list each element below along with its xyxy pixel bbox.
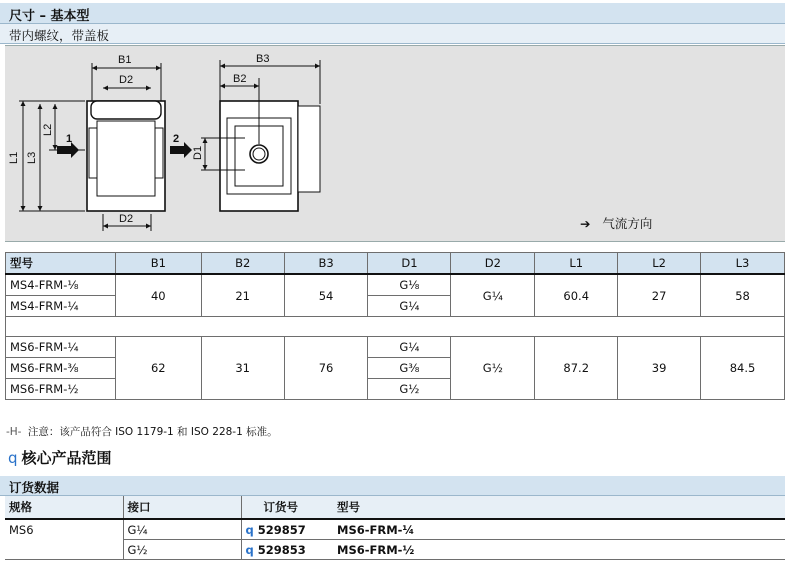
order-number-cell[interactable]: q 529853: [241, 540, 333, 560]
d1-cell: G⅜: [368, 358, 451, 379]
standards-note: [6, 424, 278, 439]
model-cell: MS6-FRM-½: [6, 379, 116, 400]
l2-cell: 27: [618, 274, 701, 317]
b1-cell: 62: [115, 337, 201, 400]
label-b2: B2: [233, 73, 247, 85]
label-l1: L1: [8, 151, 20, 164]
table-row: [6, 337, 785, 358]
core-range-icon: q: [245, 542, 254, 557]
model-name-cell: MS6-FRM-¼: [333, 519, 785, 540]
col-model: 型号: [6, 253, 116, 275]
l1-cell: 60.4: [535, 274, 618, 317]
d2-cell: G¼: [451, 274, 535, 317]
spec-cell: MS6: [5, 519, 123, 560]
col-spec: 规格: [5, 496, 123, 519]
model-cell: MS6-FRM-¼: [6, 337, 116, 358]
core-range-heading: [8, 447, 112, 468]
order-number-cell[interactable]: q 529857: [241, 519, 333, 540]
dimension-table: [5, 252, 785, 400]
col-b2: B2: [201, 253, 284, 275]
arrow-right-icon: ➔: [580, 216, 591, 231]
col-d1: D1: [368, 253, 451, 275]
order-table: [5, 496, 785, 560]
l2-cell: 39: [618, 337, 701, 400]
table-row: [5, 519, 785, 540]
label-l2: L2: [42, 123, 54, 136]
b2-cell: 31: [201, 337, 284, 400]
d2-cell: G½: [451, 337, 535, 400]
core-range-icon: q: [8, 449, 18, 467]
col-l3: L3: [701, 253, 785, 275]
core-range-title: 核心产品范围: [21, 449, 112, 467]
col-b1: B1: [115, 253, 201, 275]
col-l2: L2: [618, 253, 701, 275]
dimension-drawing: [5, 45, 785, 242]
model-cell: MS4-FRM-⅛: [6, 274, 116, 296]
col-port: 接口: [123, 496, 241, 519]
b3-cell: 76: [284, 337, 368, 400]
label-d2-bottom: D2: [119, 213, 134, 225]
table-row: [6, 274, 785, 296]
d1-cell: G⅛: [368, 274, 451, 296]
port-cell: G½: [123, 540, 241, 560]
technical-drawing: [5, 46, 785, 241]
d1-cell: G¼: [368, 337, 451, 358]
label-d2-top: D2: [119, 74, 134, 86]
b3-cell: 54: [284, 274, 368, 317]
l1-cell: 87.2: [535, 337, 618, 400]
model-cell: MS6-FRM-⅜: [6, 358, 116, 379]
label-l3: L3: [26, 151, 38, 164]
note-icon: -H-: [6, 426, 22, 438]
col-b3: B3: [284, 253, 368, 275]
section-title: 尺寸 – 基本型: [0, 3, 785, 24]
col-order-no: 订货号: [241, 496, 333, 519]
order-data-title: 订货数据: [0, 476, 785, 496]
b1-cell: 40: [115, 274, 201, 317]
model-name-cell: MS6-FRM-½: [333, 540, 785, 560]
section-subtitle: 带内螺纹，带盖板: [0, 24, 785, 44]
d1-cell: G¼: [368, 296, 451, 317]
l3-cell: 58: [701, 274, 785, 317]
label-d1: D1: [192, 145, 204, 160]
d1-cell: G½: [368, 379, 451, 400]
model-cell: MS4-FRM-¼: [6, 296, 116, 317]
airflow-legend: ➔ 气流方向: [580, 216, 653, 231]
note-text: 注意：该产品符合 ISO 1179-1 和 ISO 228-1 标准。: [27, 426, 278, 438]
label-arrow-2: 2: [173, 133, 180, 145]
label-b3: B3: [256, 53, 270, 65]
order-header-row: [5, 496, 785, 519]
col-model-name: 型号: [333, 496, 785, 519]
col-d2: D2: [451, 253, 535, 275]
core-range-icon: q: [245, 522, 254, 537]
label-arrow-1: 1: [66, 133, 73, 145]
port-cell: G¼: [123, 519, 241, 540]
label-b1: B1: [118, 54, 132, 66]
table-spacer-row: [6, 317, 785, 337]
b2-cell: 21: [201, 274, 284, 317]
col-l1: L1: [535, 253, 618, 275]
table-header-row: [6, 253, 785, 275]
l3-cell: 84.5: [701, 337, 785, 400]
